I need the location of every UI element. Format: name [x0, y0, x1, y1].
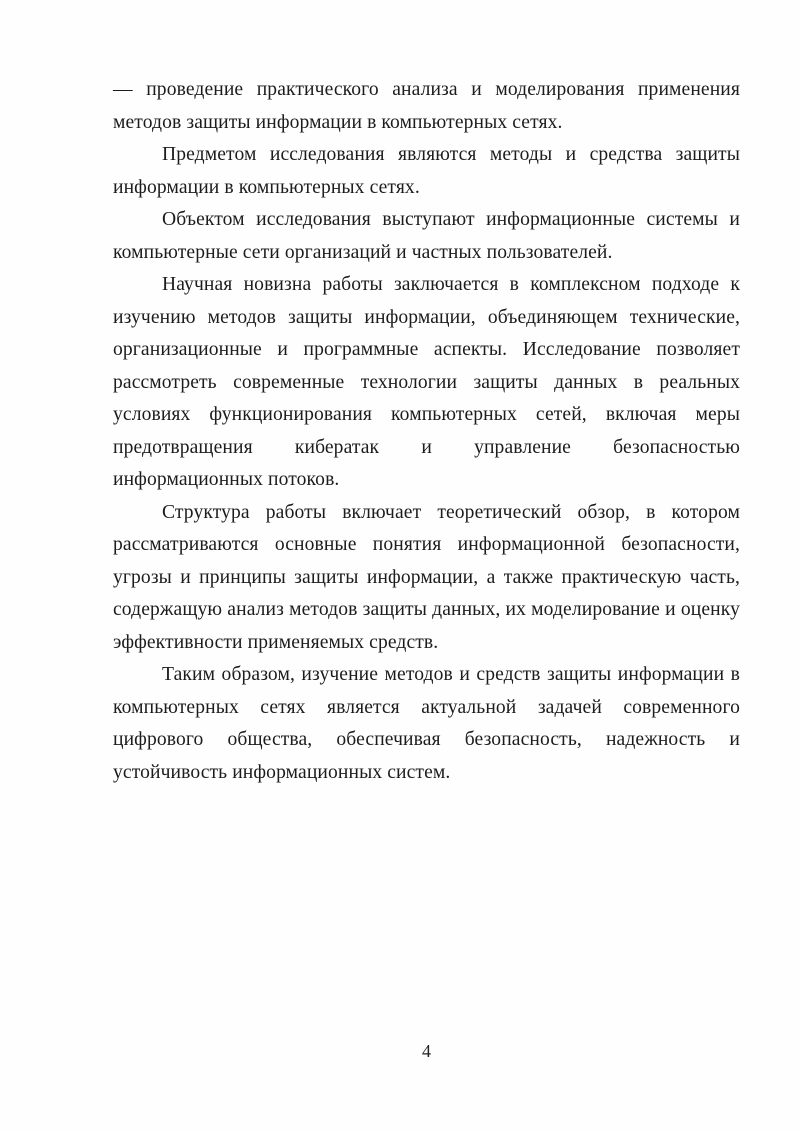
- paragraph: Таким образом, изучение методов и средств защиты информации в компьютерных сетях является актуальной задачей современного цифрового общества, обеспечивая безопасность, надежность и устойчивость информационных систем.: [113, 664, 740, 783]
- page-footer: [113, 1040, 740, 1062]
- paragraph: — проведение практического анализа и моделирования применения методов защиты информации в компьютерных сетях.: [113, 79, 740, 133]
- document-text-block: [113, 74, 740, 789]
- paragraph: Структура работы включает теоретический обзор, в котором рассматриваются основные понятия информационной безопасности, угрозы и принципы защиты информации, а также практическую часть, содержащую анализ методов защиты данных, их моделирование и оценку эффективности применяемых средств.: [113, 501, 740, 653]
- paragraph: Научная новизна работы заключается в комплексном подходе к изучению методов защиты информации, объединяющем технические, организационные и программные аспекты. Исследование позволяет рассмотреть современные технологии защиты данных в реальных условиях функционирования компьютерных сетей, включая меры предотвращения кибератак и управление безопасностью информационных потоков.: [113, 274, 740, 490]
- paragraph: Предметом исследования являются методы и средства защиты информации в компьютерных сетях.: [113, 144, 740, 198]
- paragraph: Объектом исследования выступают информационные системы и компьютерные сети организаций и частных пользователей.: [113, 209, 740, 263]
- page-number: 4: [422, 1041, 431, 1061]
